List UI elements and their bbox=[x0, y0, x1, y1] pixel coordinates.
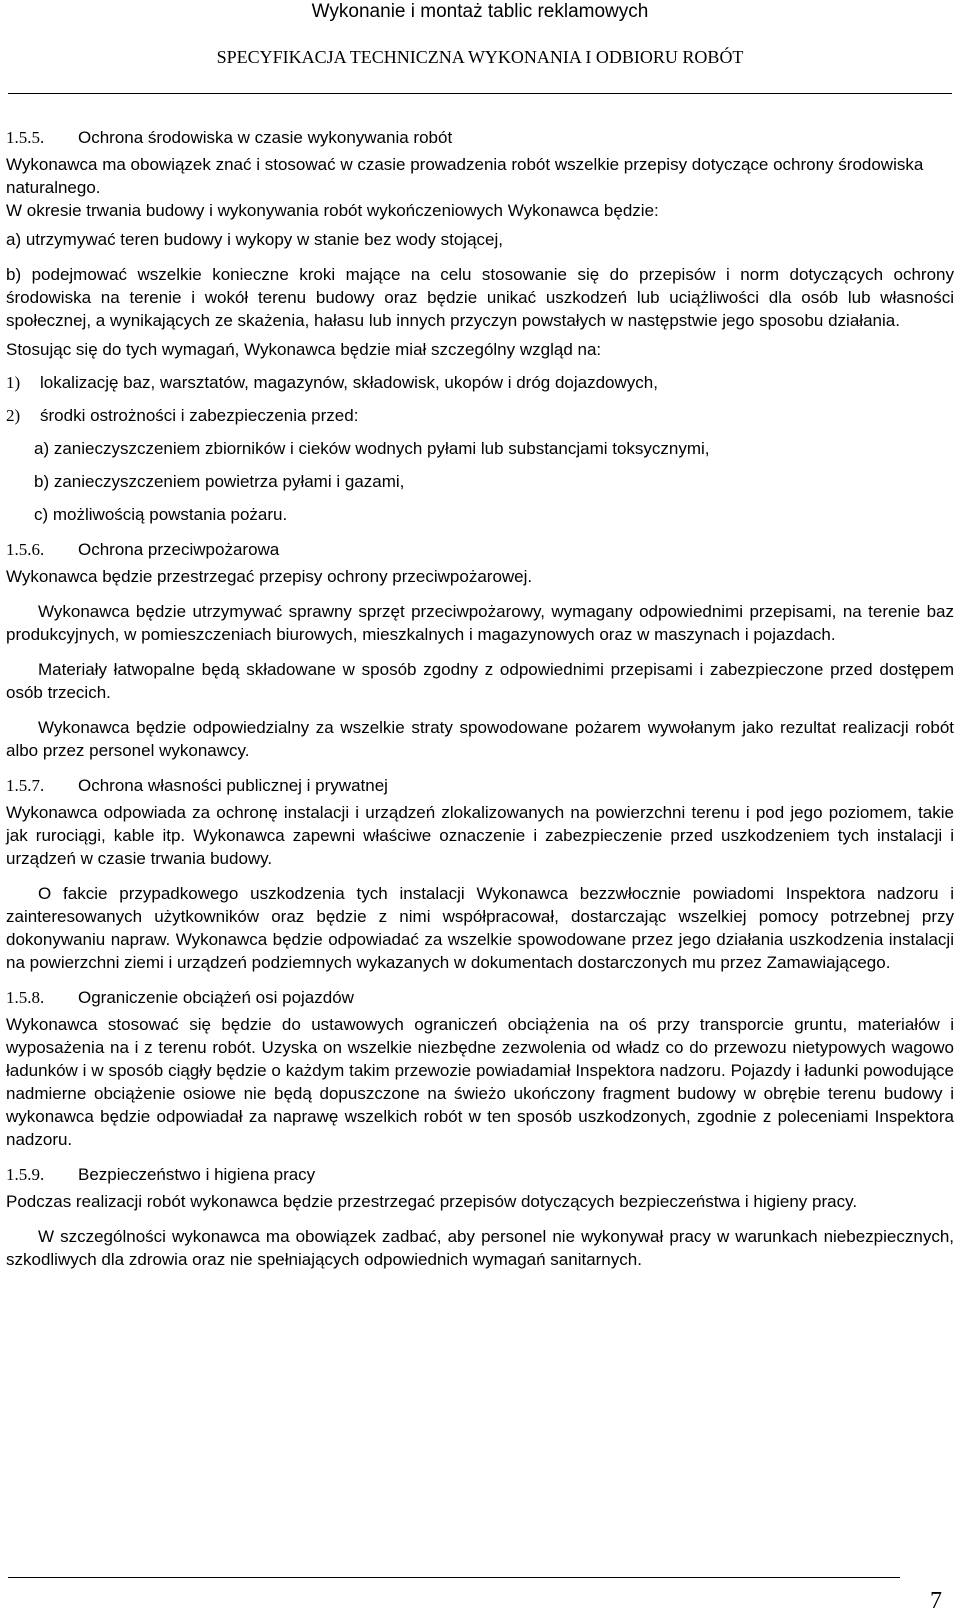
section-title: Ochrona środowiska w czasie wykonywania robót bbox=[78, 128, 453, 147]
section-heading-1-5-7 bbox=[6, 774, 954, 797]
section-number: 1.5.5. bbox=[6, 128, 45, 147]
section-title: Bezpieczeństwo i higiena pracy bbox=[78, 1165, 316, 1184]
section-title: Ograniczenie obciążeń osi pojazdów bbox=[78, 988, 354, 1007]
list-item: b) podejmować wszelkie konieczne kroki mające na celu stosowanie się do przepisów i norm dotyczących ochrony środowiska na terenie i wokół terenu budowy oraz będzie unikać uszkodzeń lub uciążliwości dla osób lub własności społecznej, a wynikających ze skażenia, hałasu lub innych przyczyn powstałych w następstwie jego sposobu działania. bbox=[6, 265, 954, 330]
footer-rule bbox=[8, 1577, 900, 1578]
paragraph: W okresie trwania budowy i wykonywania robót wykończeniowych Wykonawca będzie: bbox=[6, 201, 659, 220]
paragraph: Wykonawca będzie przestrzegać przepisy ochrony przeciwpożarowej. bbox=[6, 567, 533, 586]
section-heading-1-5-5 bbox=[6, 126, 954, 149]
paragraph: Wykonawca ma obowiązek znać i stosować w czasie prowadzenia robót wszelkie przepisy dotyczące ochrony środowiska naturalnego. bbox=[6, 155, 924, 197]
sub-item: a) zanieczyszczeniem zbiorników i cieków wodnych pyłami lub substancjami toksycznymi, bbox=[34, 439, 710, 458]
section-number: 1.5.6. bbox=[6, 540, 45, 559]
section-number: 1.5.7. bbox=[6, 776, 45, 795]
item-text: środki ostrożności i zabezpieczenia przed: bbox=[40, 406, 359, 425]
sub-item: c) możliwością powstania pożaru. bbox=[34, 505, 288, 524]
page-number: 7 bbox=[930, 1588, 942, 1614]
paragraph: Wykonawca będzie odpowiedzialny za wszelkie straty spowodowane pożarem wywołanym jako rezultat realizacji robót albo przez personel wykonawcy. bbox=[6, 718, 954, 760]
numbered-item-1 bbox=[6, 371, 954, 394]
paragraph: Wykonawca odpowiada za ochronę instalacji i urządzeń zlokalizowanych na powierzchni terenu i pod jego poziomem, takie jak rurociągi, kable itp. Wykonawca zapewni właściwe oznaczenie i zabezpieczenie przed uszkodzeniem tych instalacji i urządzeń w czasie trwania budowy. bbox=[6, 803, 954, 868]
section-title: Ochrona własności publicznej i prywatnej bbox=[78, 776, 388, 795]
section-heading-1-5-6 bbox=[6, 538, 954, 561]
item-number: 2) bbox=[6, 406, 21, 425]
document-body bbox=[6, 126, 954, 1271]
header-title: Wykonanie i montaż tablic reklamowych bbox=[311, 1, 649, 22]
section-heading-1-5-9 bbox=[6, 1163, 954, 1186]
section-title: Ochrona przeciwpożarowa bbox=[78, 540, 280, 559]
list-item: a) utrzymywać teren budowy i wykopy w stanie bez wody stojącej, bbox=[6, 230, 503, 249]
paragraph: O fakcie przypadkowego uszkodzenia tych instalacji Wykonawca bezzwłocznie powiadomi Inspektora nadzoru i zainteresowanych użytkowników oraz będzie z nimi współpracował, dostarczając wszelkiej pomocy potrzebnej przy dokonywaniu napraw. Wykonawca będzie odpowiadać za wszelkie spowodowane przez jego działania uszkodzenia instalacji na powierzchni ziemi i urządzeń podziemnych wykazanych w dokumentach dostarczonych mu przez Zamawiającego. bbox=[6, 884, 954, 972]
item-text: lokalizację baz, warsztatów, magazynów, składowisk, ukopów i dróg dojazdowych, bbox=[40, 373, 658, 392]
paragraph: Materiały łatwopalne będą składowane w sposób zgodny z odpowiednimi przepisami i zabezpieczone przed dostępem osób trzecich. bbox=[6, 660, 954, 702]
sub-item: b) zanieczyszczeniem powietrza pyłami i gazami, bbox=[34, 472, 405, 491]
header-rule bbox=[8, 93, 952, 94]
numbered-item-2 bbox=[6, 404, 954, 427]
paragraph: W szczególności wykonawca ma obowiązek zadbać, aby personel nie wykonywał pracy w warunkach niebezpiecznych, szkodliwych dla zdrowia oraz nie spełniających odpowiednich wymagań sanitarnych. bbox=[6, 1227, 954, 1269]
paragraph: Wykonawca będzie utrzymywać sprawny sprzęt przeciwpożarowy, wymagany odpowiednimi przepisami, na terenie baz produkcyjnych, w pomieszczeniach biurowych, mieszkalnych i magazynowych oraz w maszynach i pojazdach. bbox=[6, 602, 954, 644]
paragraph: Stosując się do tych wymagań, Wykonawca będzie miał szczególny wzgląd na: bbox=[6, 340, 602, 359]
section-heading-1-5-8 bbox=[6, 986, 954, 1009]
item-number: 1) bbox=[6, 373, 21, 392]
paragraph: Podczas realizacji robót wykonawca będzie przestrzegać przepisów dotyczących bezpieczeństwa i higieny pracy. bbox=[6, 1192, 858, 1211]
paragraph: Wykonawca stosować się będzie do ustawowych ograniczeń obciążenia na oś przy transporcie gruntu, materiałów i wyposażenia na i z terenu robót. Uzyska on wszelkie niezbędne zezwolenia od władz co do przewozu nietypowych wagowo ładunków i w sposób ciągły będzie o każdym takim przewozie powiadamiał Inspektora nadzoru. Pojazdy i ładunki powodujące nadmierne obciążenie osiowe nie będą dopuszczone na świeżo ukończony fragment budowy w obrębie terenu budowy i wykonawca będzie odpowiadał za naprawę wszelkich robót w ten sposób uszkodzonych, zgodnie z poleceniami Inspektora nadzoru. bbox=[6, 1015, 954, 1149]
section-number: 1.5.8. bbox=[6, 988, 45, 1007]
header-subtitle: SPECYFIKACJA TECHNICZNA WYKONANIA I ODBIORU ROBÓT bbox=[216, 47, 744, 67]
section-number: 1.5.9. bbox=[6, 1165, 45, 1184]
